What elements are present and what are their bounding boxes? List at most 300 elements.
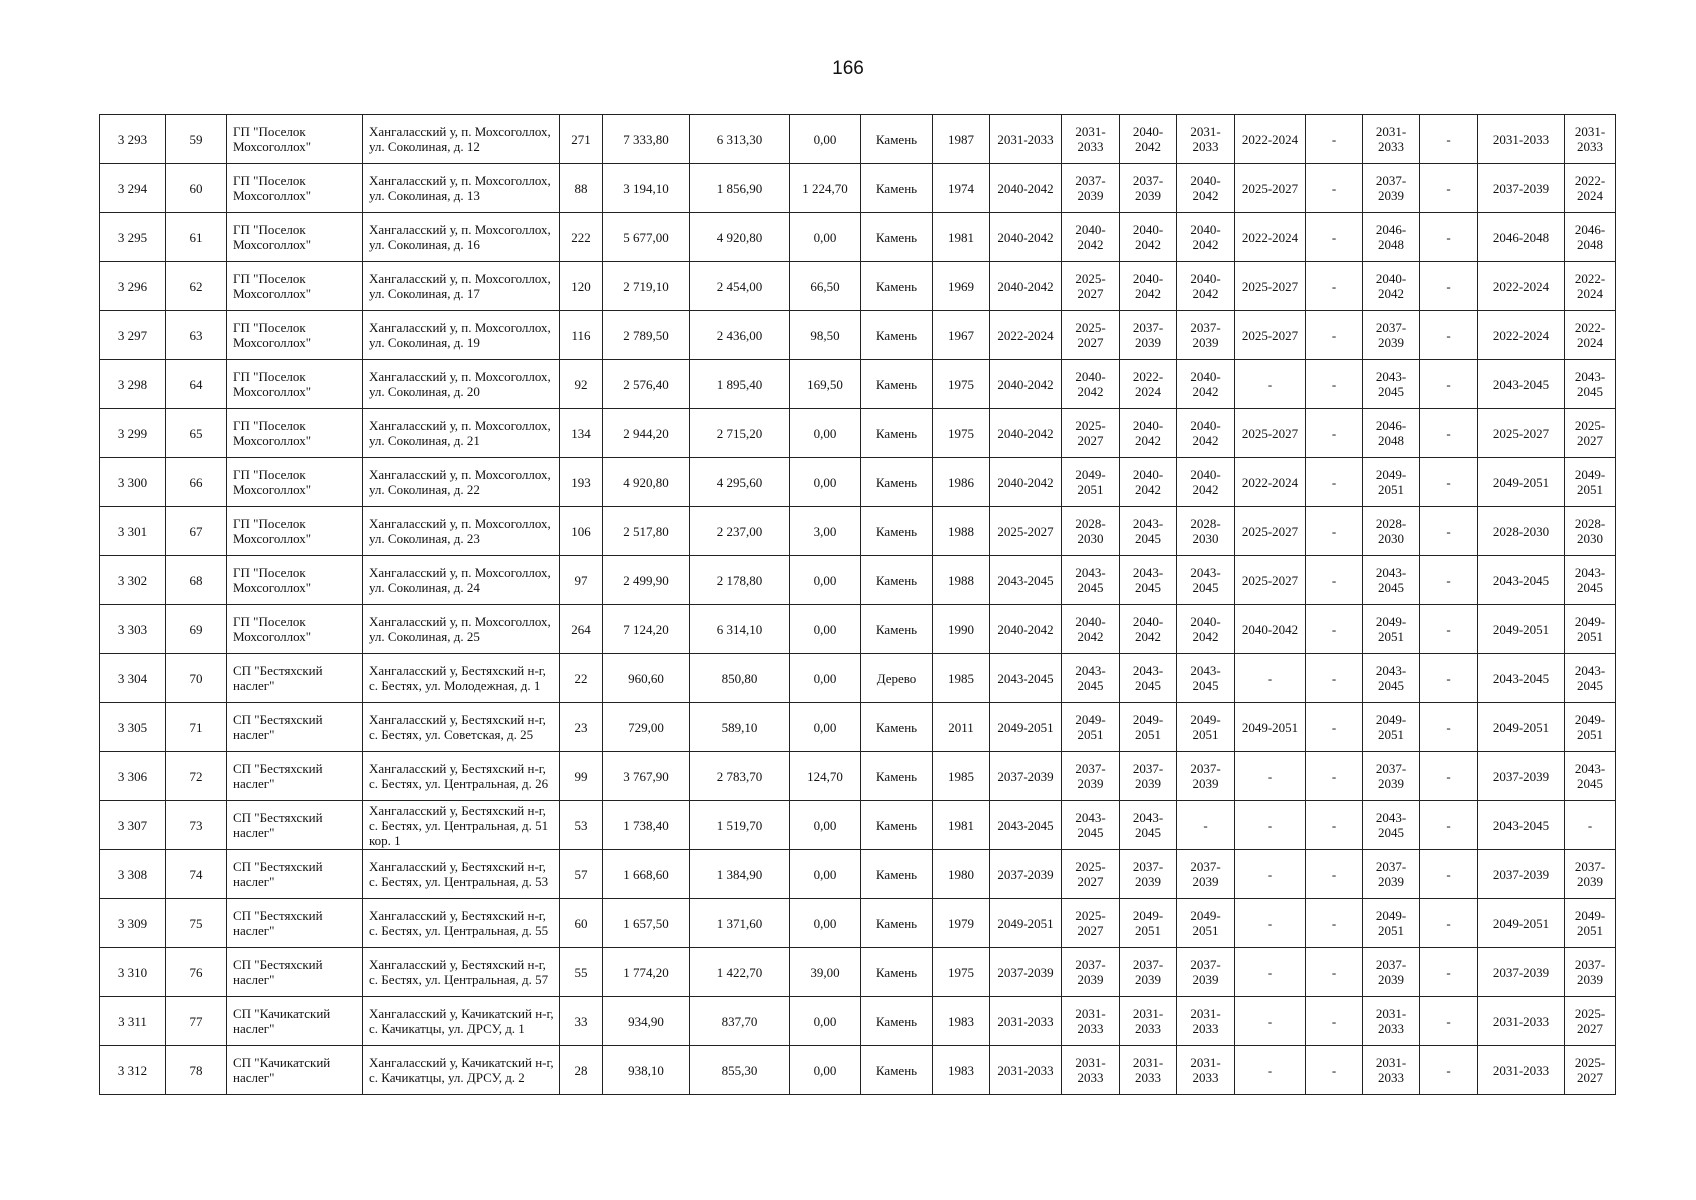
- cell-residents-count: 116: [560, 311, 603, 360]
- cell-period-7: 2037-2039: [1363, 752, 1420, 801]
- cell-period-9: 2049-2051: [1478, 899, 1565, 948]
- cell-item-number: 68: [166, 556, 227, 605]
- housing-registry-table: [99, 114, 1616, 1095]
- cell-period-7: 2031-2033: [1363, 115, 1420, 164]
- cell-period-8: -: [1420, 360, 1478, 409]
- cell-period-2: 2031-2033: [1062, 1046, 1120, 1095]
- cell-period-8: -: [1420, 899, 1478, 948]
- cell-residential-area: 6 314,10: [690, 605, 790, 654]
- cell-period-7: 2043-2045: [1363, 556, 1420, 605]
- cell-period-6: -: [1306, 311, 1363, 360]
- cell-municipality: СП "Бестяхский наслег": [227, 752, 363, 801]
- cell-residential-area: 4 920,80: [690, 213, 790, 262]
- cell-build-year: 1986: [933, 458, 990, 507]
- cell-non-residential-area: 0,00: [790, 899, 861, 948]
- cell-period-3: 2031-2033: [1120, 1046, 1177, 1095]
- cell-period-5: 2025-2027: [1235, 262, 1306, 311]
- cell-period-9: 2037-2039: [1478, 948, 1565, 997]
- cell-total-area: 4 920,80: [603, 458, 690, 507]
- cell-period-2: 2028-2030: [1062, 507, 1120, 556]
- cell-registry-number: 3 310: [100, 948, 166, 997]
- cell-municipality: СП "Бестяхский наслег": [227, 899, 363, 948]
- cell-non-residential-area: 0,00: [790, 556, 861, 605]
- cell-municipality: ГП "Поселок Мохсоголлох": [227, 409, 363, 458]
- cell-period-2: 2025-2027: [1062, 850, 1120, 899]
- cell-build-year: 1988: [933, 556, 990, 605]
- cell-non-residential-area: 0,00: [790, 1046, 861, 1095]
- cell-wall-material: Камень: [861, 850, 933, 899]
- cell-wall-material: Камень: [861, 556, 933, 605]
- cell-period-7: 2043-2045: [1363, 801, 1420, 850]
- cell-period-9: 2049-2051: [1478, 458, 1565, 507]
- cell-non-residential-area: 0,00: [790, 703, 861, 752]
- cell-period-6: -: [1306, 458, 1363, 507]
- cell-address: Хангаласский у, п. Мохсоголлох, ул. Соколиная, д. 22: [363, 458, 560, 507]
- cell-municipality: СП "Бестяхский наслег": [227, 703, 363, 752]
- cell-build-year: 1985: [933, 654, 990, 703]
- cell-period-4: 2043-2045: [1177, 556, 1235, 605]
- cell-period-2: 2031-2033: [1062, 115, 1120, 164]
- cell-total-area: 2 517,80: [603, 507, 690, 556]
- table-row: [100, 850, 1616, 899]
- cell-period-1: 2049-2051: [990, 703, 1062, 752]
- cell-build-year: 1975: [933, 948, 990, 997]
- cell-address: Хангаласский у, Бестяхский н-г, с. Бестях, ул. Центральная, д. 55: [363, 899, 560, 948]
- cell-period-10: 2043-2045: [1565, 360, 1616, 409]
- table-row: [100, 458, 1616, 507]
- cell-wall-material: Камень: [861, 948, 933, 997]
- cell-wall-material: Камень: [861, 409, 933, 458]
- cell-period-4: 2043-2045: [1177, 654, 1235, 703]
- cell-period-1: 2040-2042: [990, 360, 1062, 409]
- cell-wall-material: Камень: [861, 311, 933, 360]
- cell-period-10: 2046-2048: [1565, 213, 1616, 262]
- cell-build-year: 1990: [933, 605, 990, 654]
- cell-period-1: 2037-2039: [990, 752, 1062, 801]
- cell-build-year: 1967: [933, 311, 990, 360]
- cell-period-3: 2040-2042: [1120, 605, 1177, 654]
- cell-period-10: 2037-2039: [1565, 850, 1616, 899]
- cell-period-1: 2040-2042: [990, 164, 1062, 213]
- cell-municipality: ГП "Поселок Мохсоголлох": [227, 605, 363, 654]
- page-number: 166: [832, 58, 864, 79]
- cell-period-3: 2037-2039: [1120, 164, 1177, 213]
- cell-period-3: 2037-2039: [1120, 311, 1177, 360]
- cell-period-10: 2049-2051: [1565, 899, 1616, 948]
- cell-municipality: СП "Бестяхский наслег": [227, 850, 363, 899]
- cell-period-4: 2031-2033: [1177, 1046, 1235, 1095]
- cell-period-3: 2043-2045: [1120, 507, 1177, 556]
- cell-wall-material: Камень: [861, 262, 933, 311]
- cell-period-7: 2031-2033: [1363, 997, 1420, 1046]
- cell-item-number: 78: [166, 1046, 227, 1095]
- cell-item-number: 71: [166, 703, 227, 752]
- cell-residents-count: 55: [560, 948, 603, 997]
- cell-residents-count: 134: [560, 409, 603, 458]
- cell-period-4: -: [1177, 801, 1235, 850]
- cell-residential-area: 1 895,40: [690, 360, 790, 409]
- cell-period-5: 2022-2024: [1235, 115, 1306, 164]
- cell-period-4: 2040-2042: [1177, 262, 1235, 311]
- cell-period-10: 2049-2051: [1565, 458, 1616, 507]
- cell-address: Хангаласский у, п. Мохсоголлох, ул. Соколиная, д. 21: [363, 409, 560, 458]
- cell-build-year: 1975: [933, 409, 990, 458]
- cell-registry-number: 3 308: [100, 850, 166, 899]
- cell-item-number: 77: [166, 997, 227, 1046]
- cell-residents-count: 88: [560, 164, 603, 213]
- cell-period-9: 2022-2024: [1478, 311, 1565, 360]
- cell-residents-count: 60: [560, 899, 603, 948]
- cell-municipality: СП "Бестяхский наслег": [227, 654, 363, 703]
- cell-municipality: СП "Бестяхский наслег": [227, 948, 363, 997]
- cell-period-4: 2040-2042: [1177, 213, 1235, 262]
- cell-period-7: 2037-2039: [1363, 164, 1420, 213]
- cell-period-9: 2043-2045: [1478, 654, 1565, 703]
- cell-period-2: 2049-2051: [1062, 458, 1120, 507]
- cell-wall-material: Камень: [861, 801, 933, 850]
- cell-period-7: 2040-2042: [1363, 262, 1420, 311]
- cell-residential-area: 6 313,30: [690, 115, 790, 164]
- table-row: [100, 115, 1616, 164]
- cell-period-10: 2043-2045: [1565, 556, 1616, 605]
- cell-period-7: 2031-2033: [1363, 1046, 1420, 1095]
- cell-build-year: 1979: [933, 899, 990, 948]
- cell-wall-material: Камень: [861, 703, 933, 752]
- cell-residential-area: 1 384,90: [690, 850, 790, 899]
- cell-period-10: 2031-2033: [1565, 115, 1616, 164]
- cell-period-1: 2040-2042: [990, 409, 1062, 458]
- cell-address: Хангаласский у, п. Мохсоголлох, ул. Соколиная, д. 24: [363, 556, 560, 605]
- cell-build-year: 1983: [933, 997, 990, 1046]
- cell-period-4: 2037-2039: [1177, 850, 1235, 899]
- cell-non-residential-area: 98,50: [790, 311, 861, 360]
- cell-wall-material: Камень: [861, 507, 933, 556]
- cell-non-residential-area: 0,00: [790, 801, 861, 850]
- cell-period-2: 2040-2042: [1062, 213, 1120, 262]
- table-row: [100, 213, 1616, 262]
- cell-period-10: 2049-2051: [1565, 703, 1616, 752]
- cell-period-7: 2037-2039: [1363, 850, 1420, 899]
- cell-period-5: 2025-2027: [1235, 507, 1306, 556]
- cell-total-area: 2 499,90: [603, 556, 690, 605]
- cell-period-1: 2043-2045: [990, 654, 1062, 703]
- cell-wall-material: Камень: [861, 899, 933, 948]
- table-row: [100, 360, 1616, 409]
- cell-period-5: 2025-2027: [1235, 311, 1306, 360]
- cell-period-2: 2040-2042: [1062, 605, 1120, 654]
- cell-period-4: 2037-2039: [1177, 311, 1235, 360]
- cell-period-7: 2028-2030: [1363, 507, 1420, 556]
- cell-municipality: ГП "Поселок Мохсоголлох": [227, 213, 363, 262]
- cell-period-7: 2049-2051: [1363, 899, 1420, 948]
- cell-period-8: -: [1420, 115, 1478, 164]
- cell-period-1: 2049-2051: [990, 899, 1062, 948]
- cell-period-10: 2022-2024: [1565, 311, 1616, 360]
- cell-period-5: -: [1235, 1046, 1306, 1095]
- cell-period-9: 2025-2027: [1478, 409, 1565, 458]
- cell-period-8: -: [1420, 997, 1478, 1046]
- cell-period-1: 2037-2039: [990, 948, 1062, 997]
- cell-period-9: 2043-2045: [1478, 360, 1565, 409]
- cell-period-2: 2037-2039: [1062, 164, 1120, 213]
- cell-address: Хангаласский у, п. Мохсоголлох, ул. Соколиная, д. 20: [363, 360, 560, 409]
- cell-residents-count: 53: [560, 801, 603, 850]
- cell-residential-area: 2 178,80: [690, 556, 790, 605]
- cell-address: Хангаласский у, п. Мохсоголлох, ул. Соколиная, д. 13: [363, 164, 560, 213]
- cell-residential-area: 589,10: [690, 703, 790, 752]
- cell-period-4: 2040-2042: [1177, 360, 1235, 409]
- cell-period-7: 2049-2051: [1363, 458, 1420, 507]
- cell-period-4: 2031-2033: [1177, 997, 1235, 1046]
- cell-period-8: -: [1420, 213, 1478, 262]
- cell-address: Хангаласский у, Бестяхский н-г, с. Бестях, ул. Центральная, д. 53: [363, 850, 560, 899]
- cell-period-9: 2037-2039: [1478, 164, 1565, 213]
- cell-period-3: 2031-2033: [1120, 997, 1177, 1046]
- cell-period-8: -: [1420, 556, 1478, 605]
- cell-period-5: -: [1235, 360, 1306, 409]
- cell-build-year: 1988: [933, 507, 990, 556]
- cell-period-1: 2040-2042: [990, 213, 1062, 262]
- cell-period-1: 2031-2033: [990, 115, 1062, 164]
- cell-period-3: 2040-2042: [1120, 213, 1177, 262]
- cell-residents-count: 97: [560, 556, 603, 605]
- cell-residential-area: 837,70: [690, 997, 790, 1046]
- cell-period-6: -: [1306, 752, 1363, 801]
- cell-non-residential-area: 39,00: [790, 948, 861, 997]
- cell-period-10: 2025-2027: [1565, 997, 1616, 1046]
- cell-period-6: -: [1306, 115, 1363, 164]
- cell-item-number: 60: [166, 164, 227, 213]
- cell-period-9: 2022-2024: [1478, 262, 1565, 311]
- cell-registry-number: 3 306: [100, 752, 166, 801]
- cell-residents-count: 271: [560, 115, 603, 164]
- cell-period-1: 2043-2045: [990, 556, 1062, 605]
- cell-address: Хангаласский у, Бестяхский н-г, с. Бестях, ул. Центральная, д. 57: [363, 948, 560, 997]
- cell-period-2: 2043-2045: [1062, 654, 1120, 703]
- cell-total-area: 934,90: [603, 997, 690, 1046]
- cell-residential-area: 855,30: [690, 1046, 790, 1095]
- cell-residents-count: 28: [560, 1046, 603, 1095]
- cell-non-residential-area: 66,50: [790, 262, 861, 311]
- cell-item-number: 65: [166, 409, 227, 458]
- cell-total-area: 3 767,90: [603, 752, 690, 801]
- cell-item-number: 73: [166, 801, 227, 850]
- cell-item-number: 61: [166, 213, 227, 262]
- cell-period-10: 2028-2030: [1565, 507, 1616, 556]
- cell-period-6: -: [1306, 654, 1363, 703]
- cell-item-number: 72: [166, 752, 227, 801]
- cell-registry-number: 3 304: [100, 654, 166, 703]
- cell-period-5: -: [1235, 899, 1306, 948]
- table-row: [100, 1046, 1616, 1095]
- cell-period-4: 2028-2030: [1177, 507, 1235, 556]
- cell-item-number: 74: [166, 850, 227, 899]
- cell-item-number: 75: [166, 899, 227, 948]
- cell-item-number: 62: [166, 262, 227, 311]
- cell-non-residential-area: 0,00: [790, 458, 861, 507]
- cell-total-area: 2 944,20: [603, 409, 690, 458]
- cell-non-residential-area: 0,00: [790, 997, 861, 1046]
- cell-item-number: 67: [166, 507, 227, 556]
- cell-period-3: 2043-2045: [1120, 556, 1177, 605]
- cell-period-7: 2049-2051: [1363, 605, 1420, 654]
- cell-period-8: -: [1420, 507, 1478, 556]
- cell-period-10: 2043-2045: [1565, 654, 1616, 703]
- cell-period-2: 2037-2039: [1062, 948, 1120, 997]
- cell-period-1: 2040-2042: [990, 458, 1062, 507]
- cell-period-6: -: [1306, 164, 1363, 213]
- cell-period-3: 2049-2051: [1120, 703, 1177, 752]
- cell-period-2: 2025-2027: [1062, 409, 1120, 458]
- cell-period-5: 2025-2027: [1235, 164, 1306, 213]
- cell-period-10: 2025-2027: [1565, 409, 1616, 458]
- cell-total-area: 1 774,20: [603, 948, 690, 997]
- cell-non-residential-area: 0,00: [790, 654, 861, 703]
- cell-residential-area: 4 295,60: [690, 458, 790, 507]
- cell-period-6: -: [1306, 507, 1363, 556]
- cell-period-7: 2046-2048: [1363, 409, 1420, 458]
- cell-residential-area: 1 856,90: [690, 164, 790, 213]
- cell-municipality: ГП "Поселок Мохсоголлох": [227, 507, 363, 556]
- cell-non-residential-area: 124,70: [790, 752, 861, 801]
- cell-period-3: 2037-2039: [1120, 752, 1177, 801]
- cell-registry-number: 3 305: [100, 703, 166, 752]
- cell-period-5: 2022-2024: [1235, 213, 1306, 262]
- cell-period-3: 2037-2039: [1120, 948, 1177, 997]
- cell-period-5: 2025-2027: [1235, 409, 1306, 458]
- cell-total-area: 938,10: [603, 1046, 690, 1095]
- cell-registry-number: 3 297: [100, 311, 166, 360]
- cell-wall-material: Камень: [861, 458, 933, 507]
- cell-period-10: 2022-2024: [1565, 262, 1616, 311]
- cell-address: Хангаласский у, п. Мохсоголлох, ул. Соколиная, д. 17: [363, 262, 560, 311]
- cell-period-2: 2049-2051: [1062, 703, 1120, 752]
- table-row: [100, 409, 1616, 458]
- cell-period-1: 2043-2045: [990, 801, 1062, 850]
- cell-non-residential-area: 1 224,70: [790, 164, 861, 213]
- cell-period-6: -: [1306, 899, 1363, 948]
- cell-period-2: 2025-2027: [1062, 311, 1120, 360]
- cell-registry-number: 3 300: [100, 458, 166, 507]
- cell-wall-material: Камень: [861, 605, 933, 654]
- cell-period-4: 2040-2042: [1177, 605, 1235, 654]
- cell-build-year: 1969: [933, 262, 990, 311]
- cell-period-6: -: [1306, 703, 1363, 752]
- table-row: [100, 948, 1616, 997]
- cell-period-3: 2022-2024: [1120, 360, 1177, 409]
- cell-period-6: -: [1306, 850, 1363, 899]
- cell-registry-number: 3 309: [100, 899, 166, 948]
- cell-residential-area: 1 422,70: [690, 948, 790, 997]
- cell-item-number: 59: [166, 115, 227, 164]
- cell-registry-number: 3 296: [100, 262, 166, 311]
- cell-period-4: 2040-2042: [1177, 164, 1235, 213]
- cell-residential-area: 2 237,00: [690, 507, 790, 556]
- cell-period-3: 2049-2051: [1120, 899, 1177, 948]
- cell-item-number: 76: [166, 948, 227, 997]
- cell-total-area: 2 576,40: [603, 360, 690, 409]
- cell-wall-material: Камень: [861, 115, 933, 164]
- cell-non-residential-area: 0,00: [790, 409, 861, 458]
- cell-period-8: -: [1420, 409, 1478, 458]
- cell-build-year: 1985: [933, 752, 990, 801]
- cell-address: Хангаласский у, п. Мохсоголлох, ул. Соколиная, д. 23: [363, 507, 560, 556]
- cell-period-8: -: [1420, 850, 1478, 899]
- cell-address: Хангаласский у, Качикатский н-г, с. Качикатцы, ул. ДРСУ, д. 1: [363, 997, 560, 1046]
- cell-period-4: 2037-2039: [1177, 752, 1235, 801]
- cell-period-10: 2049-2051: [1565, 605, 1616, 654]
- cell-period-6: -: [1306, 409, 1363, 458]
- cell-period-8: -: [1420, 164, 1478, 213]
- cell-residents-count: 92: [560, 360, 603, 409]
- cell-registry-number: 3 302: [100, 556, 166, 605]
- cell-total-area: 729,00: [603, 703, 690, 752]
- cell-total-area: 2 719,10: [603, 262, 690, 311]
- cell-period-3: 2040-2042: [1120, 115, 1177, 164]
- cell-period-2: 2031-2033: [1062, 997, 1120, 1046]
- cell-period-4: 2031-2033: [1177, 115, 1235, 164]
- cell-period-10: 2037-2039: [1565, 948, 1616, 997]
- cell-item-number: 63: [166, 311, 227, 360]
- cell-item-number: 64: [166, 360, 227, 409]
- cell-registry-number: 3 303: [100, 605, 166, 654]
- cell-period-5: -: [1235, 850, 1306, 899]
- cell-period-10: 2025-2027: [1565, 1046, 1616, 1095]
- cell-period-2: 2040-2042: [1062, 360, 1120, 409]
- cell-period-9: 2031-2033: [1478, 115, 1565, 164]
- cell-period-6: -: [1306, 1046, 1363, 1095]
- cell-registry-number: 3 295: [100, 213, 166, 262]
- cell-non-residential-area: 169,50: [790, 360, 861, 409]
- cell-municipality: СП "Бестяхский наслег": [227, 801, 363, 850]
- cell-wall-material: Камень: [861, 1046, 933, 1095]
- cell-address: Хангаласский у, п. Мохсоголлох, ул. Соколиная, д. 16: [363, 213, 560, 262]
- cell-period-3: 2040-2042: [1120, 262, 1177, 311]
- cell-period-8: -: [1420, 752, 1478, 801]
- cell-total-area: 1 668,60: [603, 850, 690, 899]
- cell-period-9: 2031-2033: [1478, 1046, 1565, 1095]
- cell-residential-area: 2 436,00: [690, 311, 790, 360]
- cell-period-7: 2046-2048: [1363, 213, 1420, 262]
- cell-wall-material: Камень: [861, 213, 933, 262]
- cell-address: Хангаласский у, Качикатский н-г, с. Качикатцы, ул. ДРСУ, д. 2: [363, 1046, 560, 1095]
- cell-period-5: 2025-2027: [1235, 556, 1306, 605]
- cell-total-area: 3 194,10: [603, 164, 690, 213]
- cell-municipality: СП "Качикатский наслег": [227, 997, 363, 1046]
- cell-wall-material: Камень: [861, 360, 933, 409]
- cell-non-residential-area: 0,00: [790, 115, 861, 164]
- cell-period-6: -: [1306, 605, 1363, 654]
- cell-non-residential-area: 3,00: [790, 507, 861, 556]
- cell-address: Хангаласский у, п. Мохсоголлох, ул. Соколиная, д. 19: [363, 311, 560, 360]
- cell-period-5: 2049-2051: [1235, 703, 1306, 752]
- cell-period-7: 2043-2045: [1363, 360, 1420, 409]
- cell-period-7: 2037-2039: [1363, 948, 1420, 997]
- table-row: [100, 262, 1616, 311]
- cell-total-area: 960,60: [603, 654, 690, 703]
- cell-period-8: -: [1420, 1046, 1478, 1095]
- cell-period-10: 2022-2024: [1565, 164, 1616, 213]
- cell-residents-count: 33: [560, 997, 603, 1046]
- cell-address: Хангаласский у, Бестяхский н-г, с. Бестях, ул. Центральная, д. 51 кор. 1: [363, 801, 560, 850]
- cell-build-year: 1981: [933, 213, 990, 262]
- cell-registry-number: 3 293: [100, 115, 166, 164]
- cell-period-7: 2043-2045: [1363, 654, 1420, 703]
- cell-period-10: 2043-2045: [1565, 752, 1616, 801]
- cell-period-9: 2049-2051: [1478, 605, 1565, 654]
- cell-period-4: 2037-2039: [1177, 948, 1235, 997]
- cell-residents-count: 106: [560, 507, 603, 556]
